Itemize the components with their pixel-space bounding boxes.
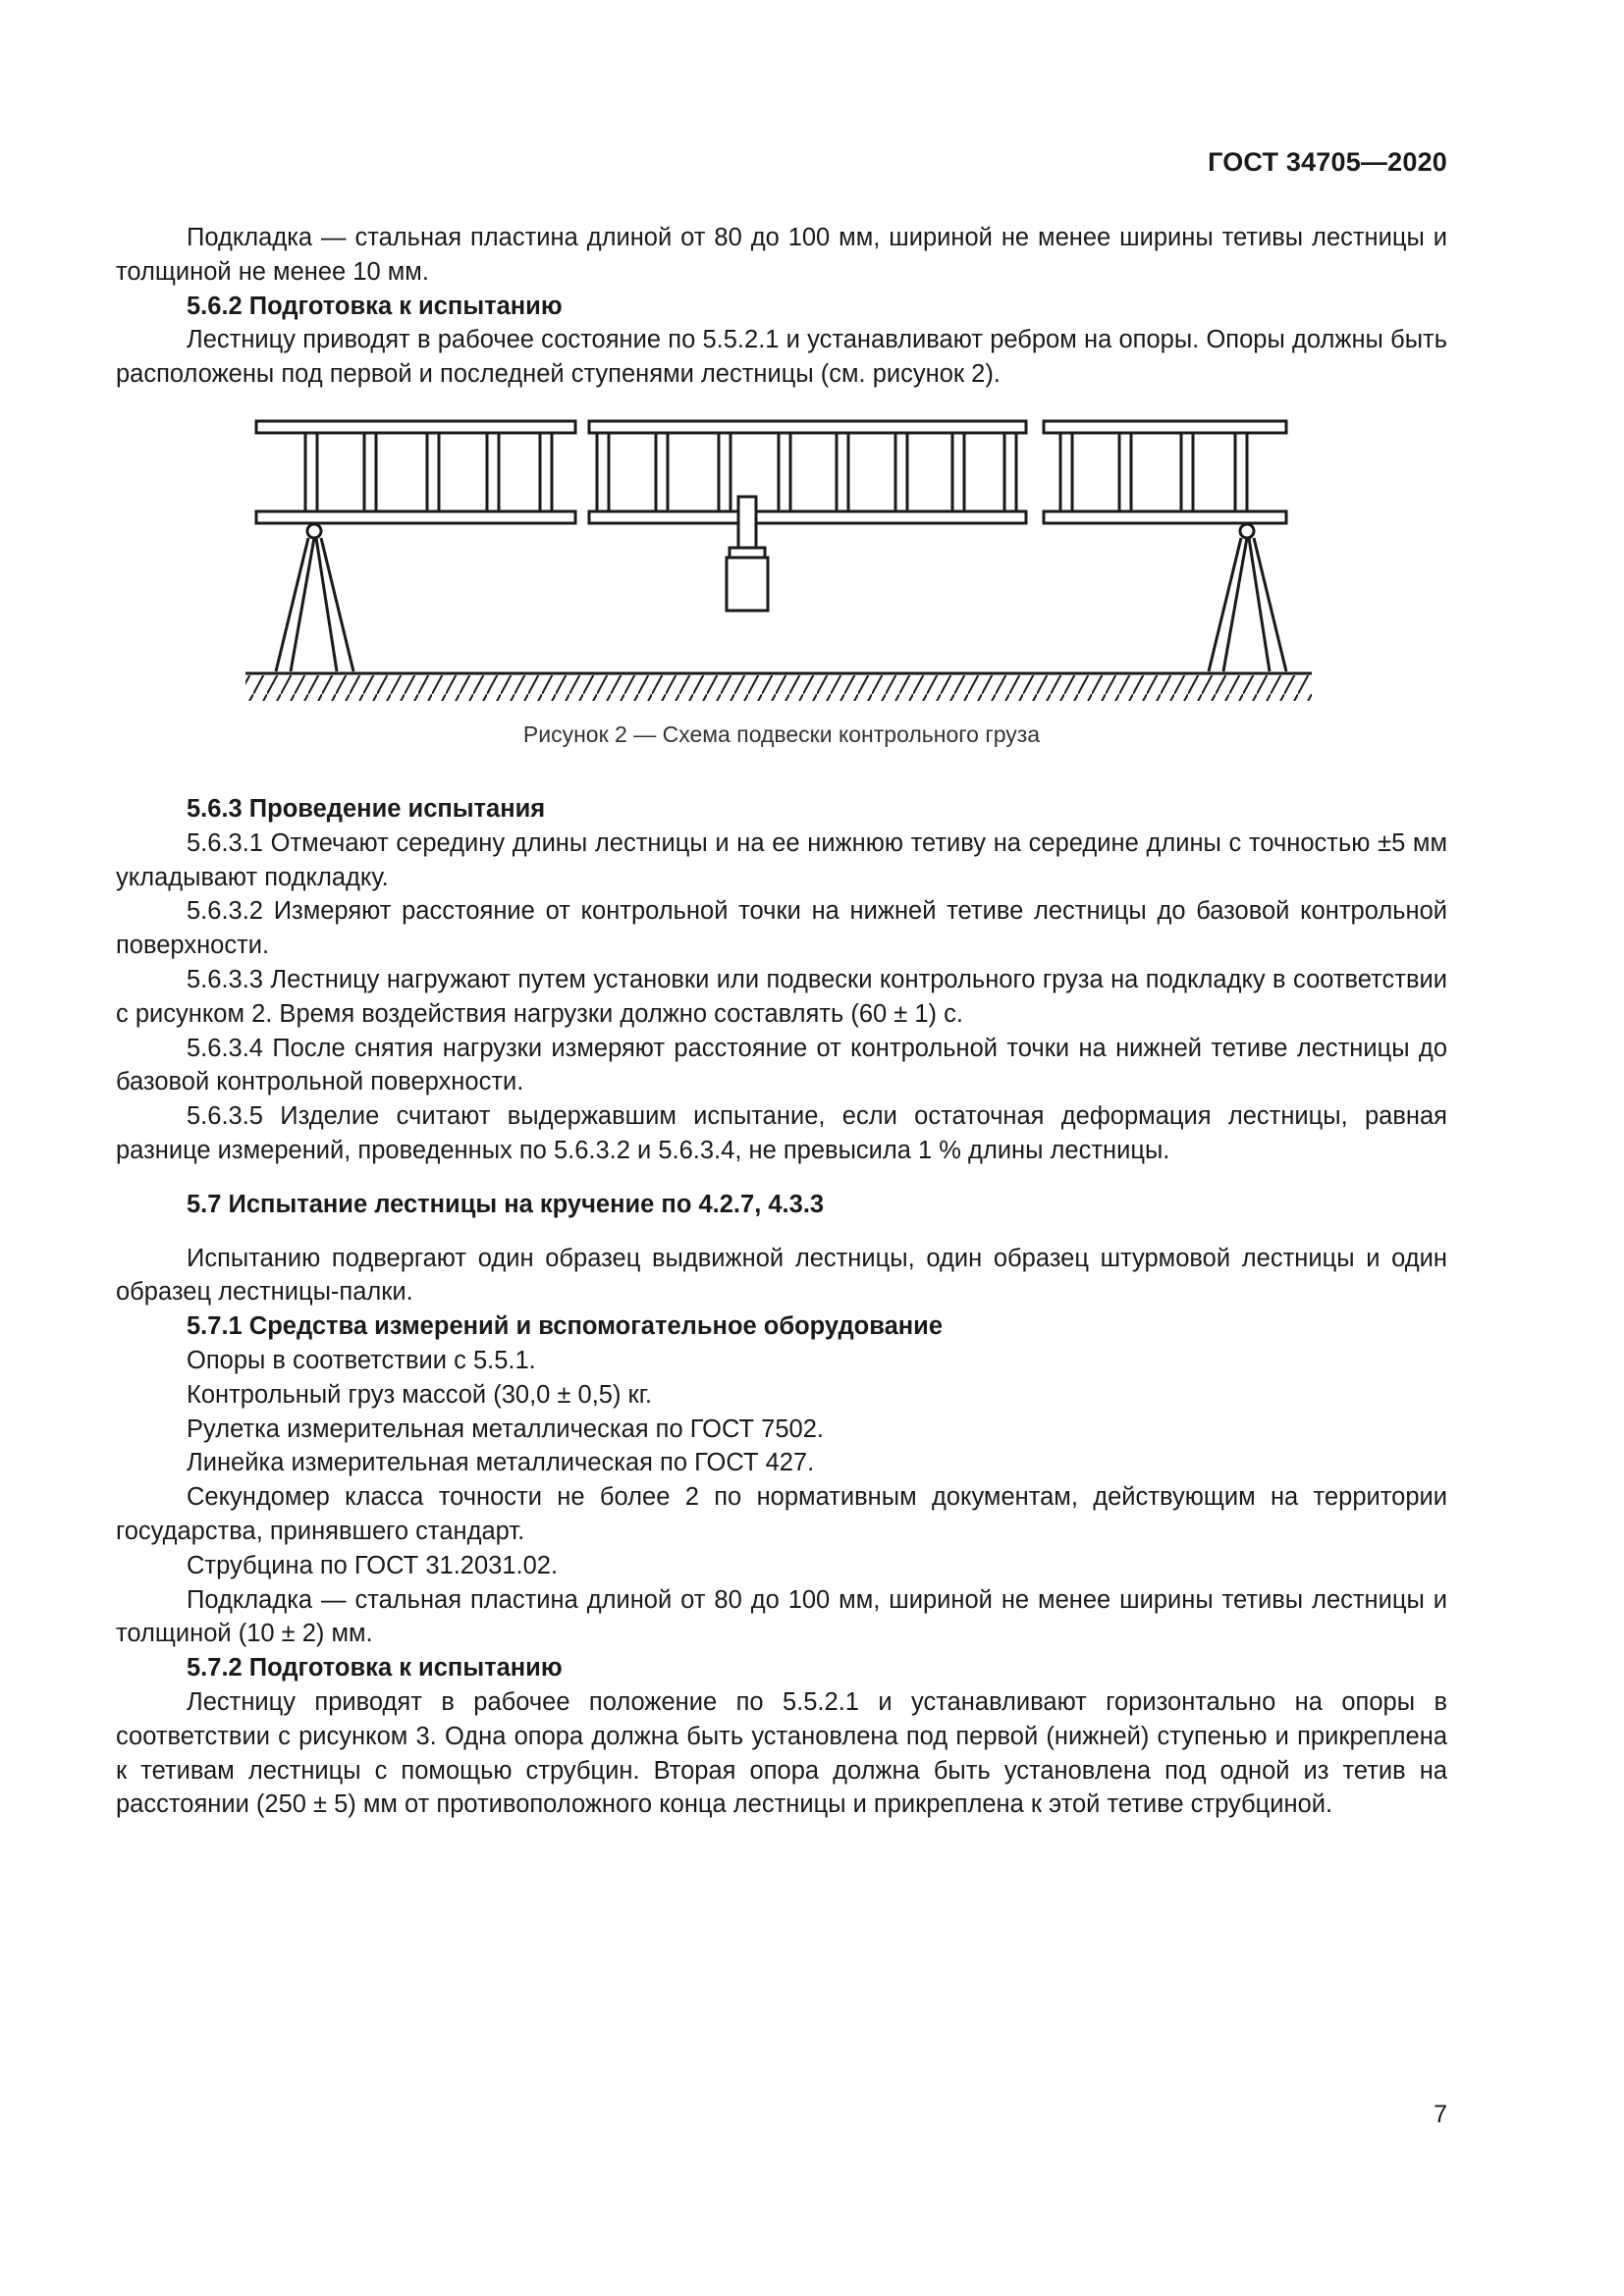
figure-2-caption: Рисунок 2 — Схема подвески контрольного груза bbox=[522, 721, 1041, 747]
heading-5-6-3: 5.6.3 Проведение испытания bbox=[187, 794, 546, 823]
document-code: ГОСТ 34705—2020 bbox=[1208, 147, 1447, 177]
equipment-stopwatch: Секундомер класса точности не более 2 по нормативным документам, действующим на территории государства, принявшего стандарт. bbox=[116, 1483, 1447, 1545]
ladder-load-diagram bbox=[116, 413, 1447, 708]
equipment-supports: Опоры в соответствии с 5.5.1. bbox=[187, 1346, 536, 1374]
paragraph-5-6-2: Лестницу приводят в рабочее состояние по 5.5.2.1 и устанавливают ребром на опоры. Опоры должны быть расположены под первой и последней ступенями лестницы (см. рисунок 2). bbox=[116, 326, 1447, 389]
paragraph-5-6-3-4: 5.6.3.4 После снятия нагрузки измеряют расстояние от контрольной точки на нижней тетиве лестницы до базовой контрольной поверхности. bbox=[116, 1034, 1447, 1096]
paragraph-5-6-3-2: 5.6.3.2 Измеряют расстояние от контрольной точки на нижней тетиве лестницы до базовой контрольной поверхности. bbox=[116, 897, 1447, 960]
ladder-section-right bbox=[1044, 421, 1286, 523]
paragraph-5-6-3-3: 5.6.3.3 Лестницу нагружают путем установки или подвески контрольного груза на подкладку в соответствии с рисунком 2. Время воздействия нагрузки должно составлять (60 ± 1) с. bbox=[116, 965, 1447, 1028]
ground-surface bbox=[245, 673, 1312, 701]
paragraph-pad-spec: Подкладка — стальная пластина длиной от 80 до 100 мм, шириной не менее ширины тетивы лестницы и толщиной не менее 10 мм. bbox=[116, 224, 1447, 286]
support-right bbox=[1209, 524, 1286, 671]
page-number: 7 bbox=[1434, 2101, 1447, 2128]
heading-5-7: 5.7 Испытание лестницы на кручение по 4.2.7, 4.3.3 bbox=[187, 1190, 825, 1218]
equipment-clamp: Струбцина по ГОСТ 31.2031.02. bbox=[187, 1551, 559, 1579]
ladder-section-middle bbox=[589, 421, 1026, 523]
heading-5-7-1: 5.7.1 Средства измерений и вспомогательное оборудование bbox=[187, 1312, 944, 1341]
document-body bbox=[116, 221, 1447, 1822]
equipment-tape-measure: Рулетка измерительная металлическая по ГОСТ 7502. bbox=[187, 1415, 824, 1443]
paragraph-5-6-3-5: 5.6.3.5 Изделие считают выдержавшим испытание, если остаточная деформация лестницы, равная разнице измерений, проведенных по 5.6.3.2 и 5.6.3.4, не превысила 1 % длины лестницы. bbox=[116, 1102, 1447, 1164]
paragraph-5-7-intro: Испытанию подвергают один образец выдвижной лестницы, один образец штурмовой лестницы и один образец лестницы-палки. bbox=[116, 1244, 1447, 1307]
heading-5-6-2: 5.6.2 Подготовка к испытанию bbox=[187, 292, 563, 320]
equipment-pad: Подкладка — стальная пластина длиной от 80 до 100 мм, шириной не менее ширины тетивы лестницы и толщиной (10 ± 2) мм. bbox=[116, 1585, 1447, 1648]
support-left bbox=[276, 524, 353, 671]
heading-5-7-2: 5.7.2 Подготовка к испытанию bbox=[187, 1654, 563, 1682]
equipment-control-load: Контрольный груз массой (30,0 ± 0,5) кг. bbox=[187, 1380, 652, 1409]
paragraph-5-7-2: Лестницу приводят в рабочее положение по 5.5.2.1 и устанавливают горизонтально на опоры в соответствии с рисунком 3. Одна опора должна быть установлена под первой (нижней) ступенью и прикреплена к тетивам лестницы с помощью струбцин. Вторая опора должна быть установлена под одной из тетив на расстоянии (250 ± 5) мм от противоположного конца лестницы и прикреплена к этой тетиве струбциной. bbox=[116, 1687, 1447, 1819]
equipment-ruler: Линейка измерительная металлическая по ГОСТ 427. bbox=[187, 1449, 815, 1477]
ladder-section-left bbox=[256, 421, 575, 523]
figure-2-diagram bbox=[116, 413, 1447, 708]
paragraph-5-6-3-1: 5.6.3.1 Отмечают середину длины лестницы и на ее нижнюю тетиву на середине длины с точностью ±5 мм укладывают подкладку. bbox=[116, 828, 1447, 891]
